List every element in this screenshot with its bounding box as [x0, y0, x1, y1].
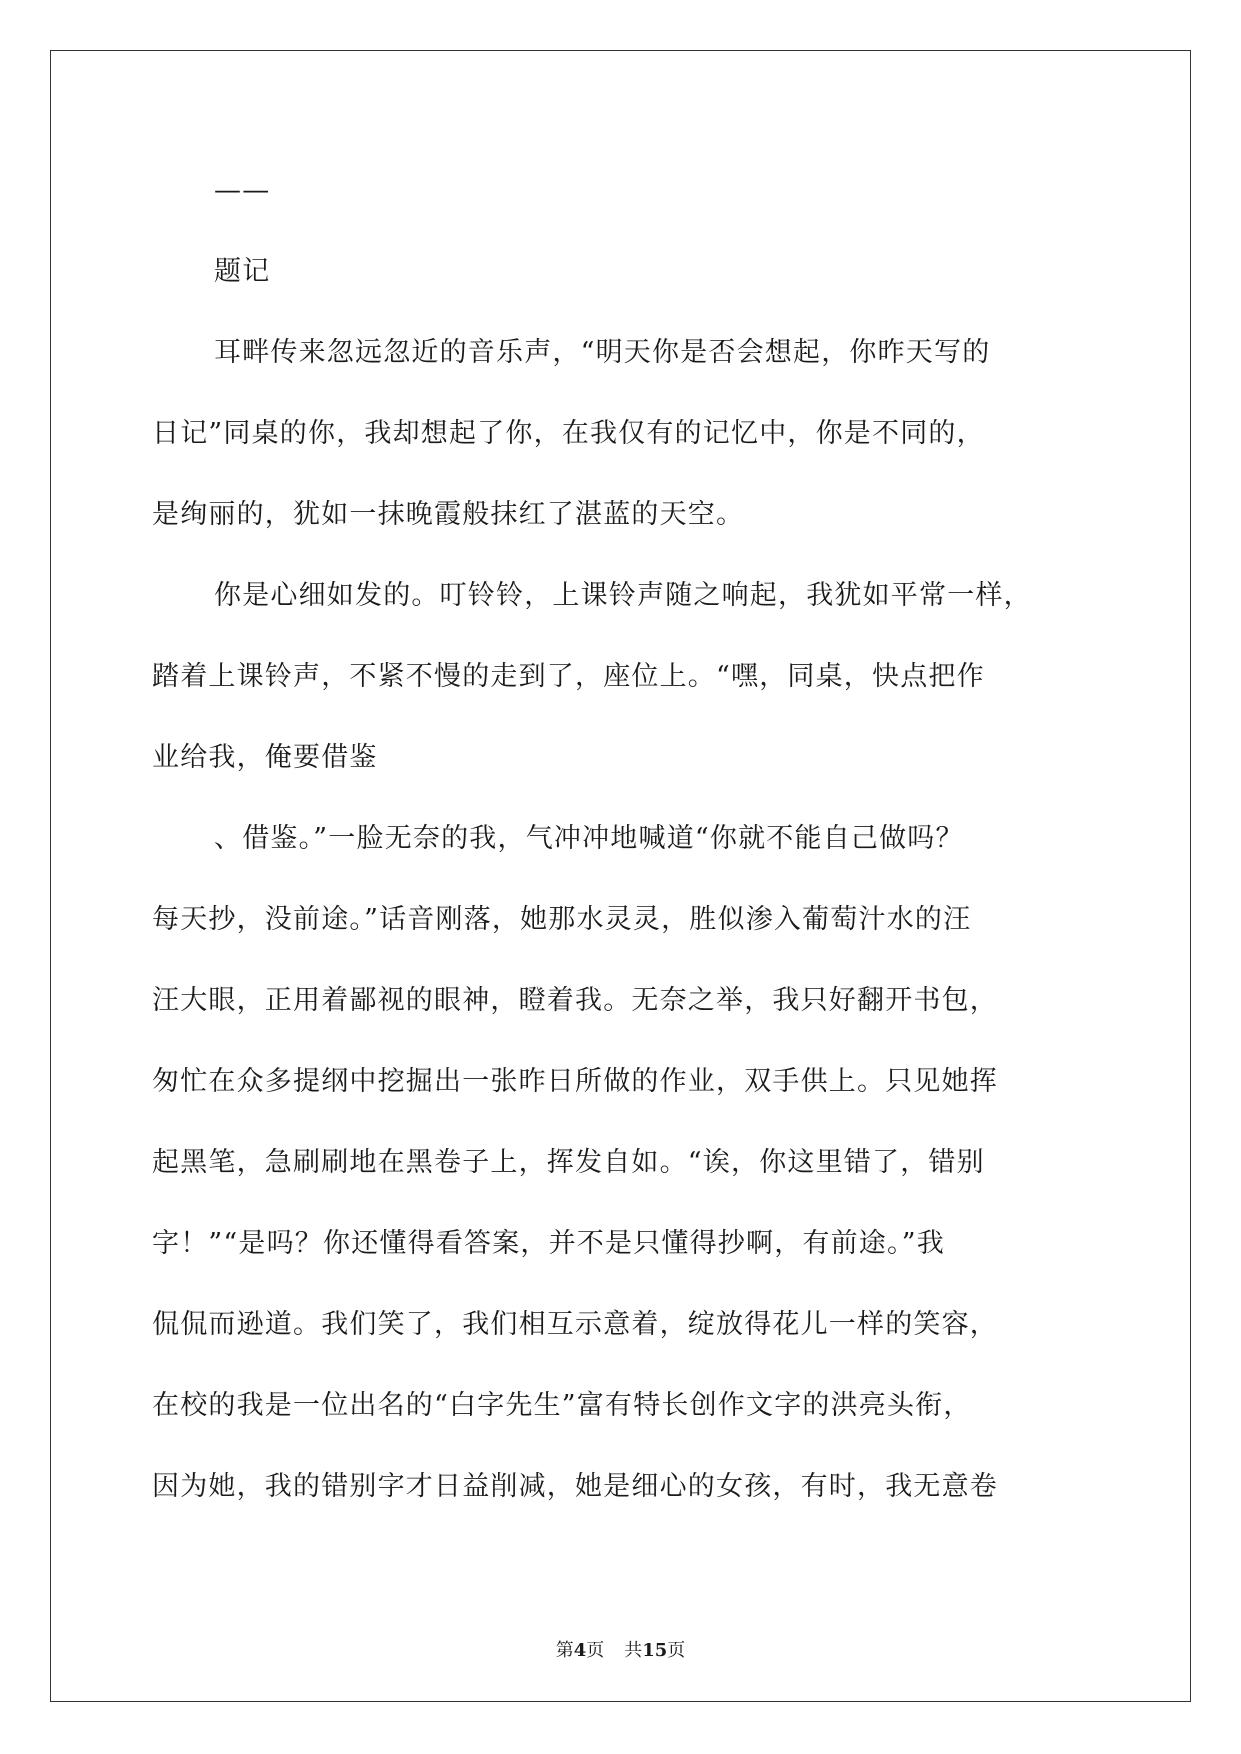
current-page-number: 4: [573, 1640, 587, 1661]
page-footer: [0, 1636, 1241, 1662]
text-line: 起黑笔，急刷刷地在黑卷子上，挥发自如。“诶，你这里错了，错别: [152, 1147, 985, 1178]
document-body: [152, 150, 1090, 1527]
text-line: 每天抄，没前途。”话音刚落，她那水灵灵，胜似渗入葡萄汁水的汪: [152, 904, 972, 935]
text-line: 踏着上课铃声，不紧不慢的走到了，座位上。“嘿，同桌，快点把作: [152, 661, 985, 692]
text-line: 匆忙在众多提纲中挖掘出一张昨日所做的作业，双手供上。只见她挥: [152, 1066, 998, 1097]
text-line: 在校的我是一位出名的“白字先生”富有特长创作文字的洪亮头衔，: [152, 1390, 972, 1421]
text-line: 耳畔传来忽远忽近的音乐声，“明天你是否会想起，你昨天写的: [214, 337, 991, 368]
text-line: 题记: [214, 256, 271, 287]
text-line: 因为她，我的错别字才日益削减，她是细心的女孩，有时，我无意卷: [152, 1471, 998, 1502]
text-line: 侃侃而逊道。我们笑了，我们相互示意着，绽放得花儿一样的笑容，: [152, 1309, 998, 1340]
footer-total-prefix: 共: [624, 1640, 643, 1661]
text-line: 汪大眼，正用着鄙视的眼神，瞪着我。无奈之举，我只好翻开书包，: [152, 985, 998, 1016]
text-line: 字！”“是吗？你还懂得看答案，并不是只懂得抄啊，有前途。”我: [152, 1228, 945, 1259]
text-line: 业给我，俺要借鉴: [152, 742, 378, 773]
footer-page-suffix: 页: [586, 1640, 605, 1661]
text-line: 你是心细如发的。叮铃铃，上课铃声随之响起，我犹如平常一样，: [214, 580, 1032, 611]
footer-total-suffix: 页: [667, 1640, 686, 1661]
total-page-count: 15: [642, 1640, 668, 1661]
text-line: 日记”同桌的你，我却想起了你，在我仅有的记忆中，你是不同的，: [152, 418, 985, 449]
footer-prefix: 第: [555, 1640, 574, 1661]
text-line: 是绚丽的，犹如一抹晚霞般抹红了湛蓝的天空。: [152, 499, 745, 530]
text-line: ——: [214, 175, 271, 206]
text-line: 、借鉴。”一脸无奈的我，气冲冲地喊道“你就不能自己做吗？: [214, 823, 964, 854]
